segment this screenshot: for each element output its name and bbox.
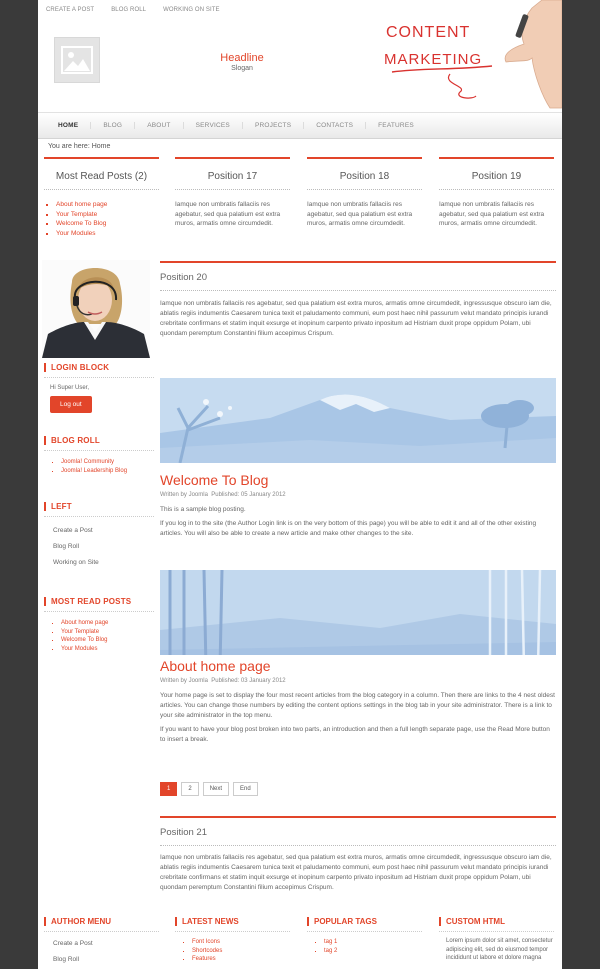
- article-author: Written by Joomla: [160, 678, 208, 684]
- site-logo[interactable]: [54, 37, 100, 83]
- latest-news-title: LATEST NEWS: [175, 917, 290, 926]
- list-item: [61, 645, 154, 654]
- article-title[interactable]: About home page: [160, 658, 271, 674]
- list-item: [56, 229, 159, 239]
- list-item: [192, 955, 290, 964]
- blog-roll-link[interactable]: Joomla! Leadership Blog: [61, 467, 128, 474]
- login-block: [44, 363, 154, 413]
- article-author: Written by Joomla: [160, 492, 208, 498]
- list-item: [56, 210, 159, 220]
- end-page-button[interactable]: End: [233, 782, 258, 796]
- position-20-text: Iamque non umbratis fallaciis res agebatur, sed qua palatium est extra muros, armatis omne circumdedit, ingressusque obscuro iam die, ablatis regiis indumentis Caesarem tunica texit et paludamento communi, eum post haec nihil passurum velut mandato principis iurandi crebritate confirmans et statim inquit exsurge et inopinum carpento privato inpositum ad Histriam duxit prope oppidum Polam, ubi quondam peremptum Constantini filium accepimus Crispum.: [160, 300, 552, 337]
- page: [38, 0, 562, 969]
- left-menu-list: [44, 523, 154, 571]
- login-block-title: LOGIN BLOCK: [44, 363, 154, 372]
- nav-contacts[interactable]: CONTACTS: [304, 122, 366, 129]
- list-item: [61, 619, 154, 628]
- article-published: Published: 05 January 2012: [211, 492, 286, 498]
- article-meta: [160, 492, 556, 498]
- position-20-block: [160, 261, 556, 339]
- most-read-link[interactable]: Your Template: [56, 210, 98, 218]
- article-published: Published: 03 January 2012: [211, 678, 286, 684]
- top-menu-create-post[interactable]: CREATE A POST: [46, 7, 95, 13]
- list-item: [56, 200, 159, 210]
- position-17-box: [175, 157, 290, 229]
- next-page-button[interactable]: Next: [203, 782, 229, 796]
- position-21-text: Iamque non umbratis fallaciis res agebatur, sed qua palatium est extra muros, armatis omne circumdedit, ingressusque obscuro iam die, ablatis regiis indumentis Caesarem tunica texit et paludamento communi, eum post haec nihil passurum velut mandato principis iurandi crebritate confirmans et statim inquit exsurge et inopinum carpento privato inpositum ad Histriam duxit prope oppidum Polam, ubi quondam peremptum Constantini filium accepimus Crispum.: [160, 854, 552, 891]
- list-item: [324, 938, 422, 947]
- article-paragraph: If you log in to the site (the Author Login link is on the very bottom of this page) you will be able to edit it and all of the other existing articles. You will also be able to create a new article and make other changes to the site.: [160, 520, 537, 537]
- latest-news-link[interactable]: Shortcodes: [192, 947, 223, 954]
- left-menu-block: [44, 502, 154, 571]
- site-headline: Headline: [220, 52, 264, 64]
- position-19-text: Iamque non umbratis fallaciis res agebatur, sed qua palatium est extra muros, armatis omne circumdedit.: [439, 201, 545, 227]
- position-21-title: Position 21: [160, 818, 556, 846]
- support-avatar: [42, 260, 150, 358]
- nav-features[interactable]: FEATURES: [378, 122, 414, 129]
- nav-projects[interactable]: PROJECTS: [243, 122, 304, 129]
- nav-about[interactable]: ABOUT: [135, 122, 183, 129]
- author-menu-block: [44, 917, 159, 968]
- popular-tags-list: [307, 938, 422, 955]
- most-read-side-link[interactable]: Your Template: [61, 628, 100, 635]
- most-read-link[interactable]: Your Modules: [56, 229, 96, 237]
- most-read-side-link[interactable]: Your Modules: [61, 645, 98, 652]
- article-paragraph: This is a sample blog posting.: [160, 506, 246, 513]
- site-headline-block: [198, 52, 286, 72]
- most-read-posts-side-list: [44, 619, 154, 653]
- author-menu-create-post[interactable]: Create a Post: [53, 940, 93, 947]
- blog-roll-link[interactable]: Joomla! Community: [61, 459, 115, 465]
- banner-line-2: MARKETING: [384, 51, 483, 68]
- list-item: [61, 628, 154, 637]
- nav-home[interactable]: HOME: [46, 122, 91, 129]
- position-21-block: [160, 816, 556, 893]
- position-19-box: [439, 157, 554, 229]
- blog-roll-list: [44, 458, 154, 475]
- left-menu-working-on-site[interactable]: Working on Site: [53, 559, 99, 566]
- list-item: [61, 467, 154, 476]
- latest-news-block: [175, 917, 290, 964]
- logout-button[interactable]: Log out: [50, 396, 92, 413]
- position-18-text: Iamque non umbratis fallaciis res agebatur, sed qua palatium est extra muros, armatis omne circumdedit.: [307, 201, 413, 227]
- top-menu-blog-roll[interactable]: BLOG ROLL: [111, 7, 147, 13]
- main-navigation: [38, 112, 562, 139]
- most-read-side-link[interactable]: Welcome To Blog: [61, 637, 108, 643]
- article-image-mountain[interactable]: [160, 378, 556, 463]
- custom-html-title: CUSTOM HTML: [439, 917, 554, 926]
- latest-news-link[interactable]: Font Icons: [192, 939, 221, 945]
- article-image-bamboo[interactable]: [160, 570, 556, 655]
- breadcrumb: You are here: Home: [48, 143, 111, 150]
- position-17-title: Position 17: [175, 159, 290, 190]
- article-about-home: [160, 570, 556, 745]
- list-item: [192, 938, 290, 947]
- article-paragraph: If you want to have your blog post broken into two parts, an introduction and then a full length separate page, use the Read More button to insert a break.: [160, 726, 550, 743]
- content-marketing-banner: [372, 0, 562, 110]
- popular-tags-title: POPULAR TAGS: [307, 917, 422, 926]
- pagination: [160, 782, 258, 796]
- list-item: [61, 458, 154, 467]
- position-18-title: Position 18: [307, 159, 422, 190]
- list-item: [61, 636, 154, 645]
- article-welcome: [160, 378, 556, 539]
- left-menu-blog-roll[interactable]: Blog Roll: [53, 543, 80, 550]
- most-read-posts-title: Most Read Posts (2): [44, 159, 159, 190]
- article-paragraph: Your home page is set to display the four most recent articles from the blog category in a column. Then there are links to the 4 nest oldest articles. You can change those numbers by editing the content options settings in the blog tab in your site administrator. There is a link to your site administrator in the top menu.: [160, 692, 555, 719]
- list-item: [192, 947, 290, 956]
- author-menu-blog-roll[interactable]: Blog Roll: [53, 956, 80, 963]
- most-read-posts-side-title: MOST READ POSTS: [44, 597, 154, 606]
- page-1-button[interactable]: 1: [160, 782, 177, 796]
- list-item: [56, 219, 159, 229]
- nav-blog[interactable]: BLOG: [91, 122, 135, 129]
- banner-line-1: CONTENT: [386, 24, 471, 41]
- tag-link[interactable]: tag 1: [324, 939, 338, 945]
- most-read-posts-side-block: [44, 597, 154, 653]
- position-20-title: Position 20: [160, 263, 556, 291]
- most-read-link[interactable]: Welcome To Blog: [56, 220, 107, 227]
- most-read-posts-box: [44, 157, 159, 238]
- nav-services[interactable]: SERVICES: [184, 122, 243, 129]
- greeting: Hi Super User,: [50, 385, 90, 391]
- latest-news-link[interactable]: Features: [192, 956, 216, 962]
- author-menu-list: [44, 936, 159, 968]
- article-meta: [160, 678, 556, 684]
- article-title[interactable]: Welcome To Blog: [160, 472, 269, 488]
- left-menu-title: LEFT: [44, 502, 154, 511]
- position-18-box: [307, 157, 422, 229]
- blog-roll-title: BLOG ROLL: [44, 436, 154, 445]
- top-menu-working-on-site[interactable]: WORKING ON SITE: [163, 7, 220, 13]
- most-read-link[interactable]: About home page: [56, 201, 108, 208]
- page-2-button[interactable]: 2: [181, 782, 198, 796]
- author-menu-title: AUTHOR MENU: [44, 917, 159, 926]
- blog-roll-block: [44, 436, 154, 475]
- most-read-posts-list: [44, 200, 159, 238]
- list-item: [324, 947, 422, 956]
- position-19-title: Position 19: [439, 159, 554, 190]
- position-17-text: Iamque non umbratis fallaciis res agebatur, sed qua palatium est extra muros, armatis omne circumdedit.: [175, 201, 281, 227]
- image-placeholder-icon: [61, 46, 93, 74]
- custom-html-block: [439, 917, 554, 963]
- site-slogan: Slogan: [231, 65, 253, 72]
- top-menu: [46, 7, 220, 13]
- latest-news-list: [175, 938, 290, 964]
- custom-html-text: Lorem ipsum dolor sit amet, consectetur adipiscing elit, sed do eiusmod tempor incididunt ut labore et dolore magna: [446, 938, 553, 961]
- tag-link[interactable]: tag 2: [324, 947, 338, 954]
- most-read-side-link[interactable]: About home page: [61, 620, 109, 626]
- popular-tags-block: [307, 917, 422, 955]
- left-menu-create-post[interactable]: Create a Post: [53, 527, 93, 534]
